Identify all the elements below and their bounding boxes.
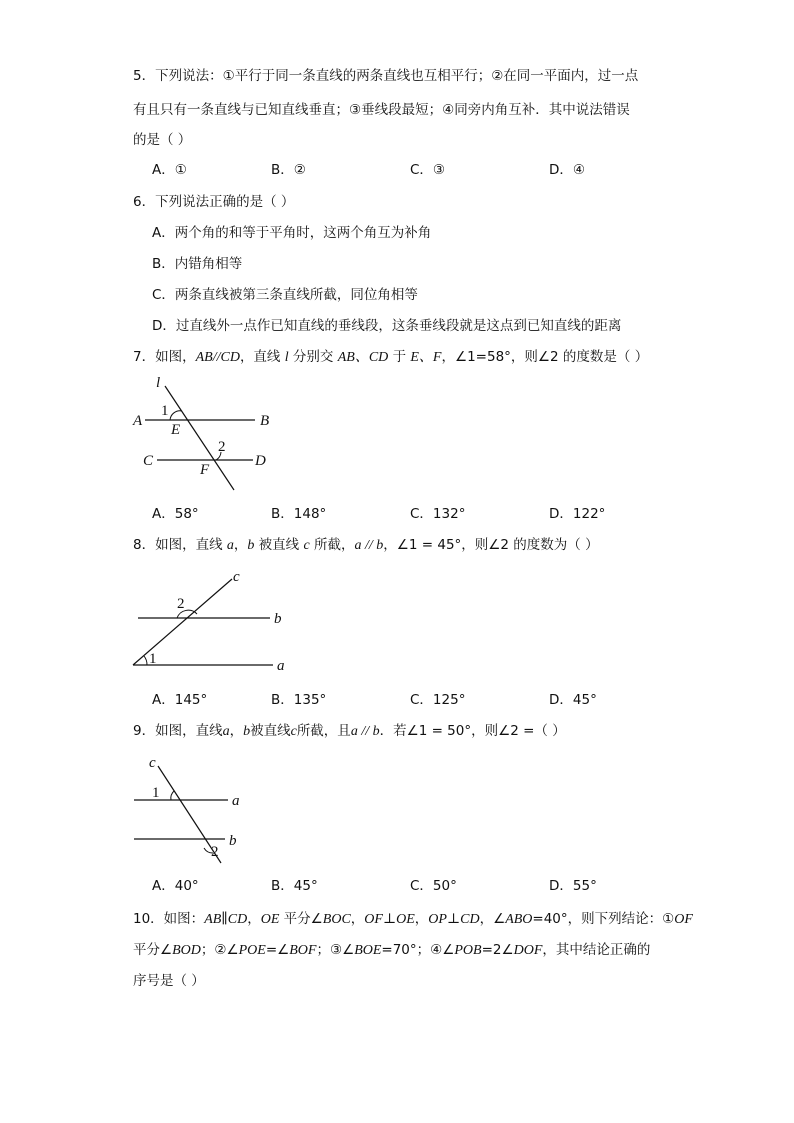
q7-option-b: B．148°	[271, 506, 327, 522]
q6-option-c: C．两条直线被第三条直线所截，同位角相等	[152, 287, 418, 303]
q6-option-a: A．两个角的和等于平角时，这两个角互为补角	[152, 225, 432, 241]
q6-stem: 6．下列说法正确的是（ ）	[133, 194, 295, 210]
q8-label-b: b	[274, 611, 282, 627]
q7-label-d: D	[255, 453, 266, 469]
q7-label-a: A	[133, 413, 143, 429]
q8-stem: 8．如图，直线 a，b 被直线 c 所截，a // b，∠1 = 45°，则∠2 的度数为（ ）	[133, 537, 599, 553]
q7-label-e: E	[171, 422, 181, 438]
q5-option-c: C．③	[410, 162, 446, 178]
q8-option-a: A．145°	[152, 692, 208, 708]
q9-figure	[125, 752, 255, 870]
q7-label-1: 1	[161, 403, 169, 419]
q5-line3: 的是（ ）	[133, 132, 192, 148]
q9-option-a: A．40°	[152, 878, 199, 894]
q8-angle1-arc	[144, 656, 147, 665]
q7-label-c: C	[143, 453, 154, 469]
q5-option-a: A．①	[152, 162, 187, 178]
q8-figure	[125, 566, 295, 678]
q9-stem: 9．如图，直线a，b被直线c所截，且a // b．若∠1 = 50°，则∠2 =（ ）	[133, 723, 566, 739]
q6-option-b: B．内错角相等	[152, 256, 243, 272]
q9-option-b: B．45°	[271, 878, 318, 894]
q7-label-f: F	[200, 462, 210, 478]
q7-label-b: B	[260, 413, 270, 429]
q8-label-a: a	[277, 658, 285, 674]
q9-label-1: 1	[152, 785, 160, 801]
q9-label-a: a	[232, 793, 240, 809]
q7-stem: 7．如图，AB//CD，直线 l 分别交 AB、CD 于 E、F，∠1=58°，则∠2 的度数是（ ）	[133, 349, 649, 365]
q9-label-c: c	[149, 755, 156, 771]
q8-label-1: 1	[149, 651, 157, 667]
q8-option-c: C．125°	[410, 692, 466, 708]
q7-figure	[125, 372, 285, 497]
q7-option-d: D．122°	[549, 506, 606, 522]
q5-line2: 有且只有一条直线与已知直线垂直；③垂线段最短；④同旁内角互补．其中说法错误	[133, 102, 630, 118]
q9-label-2: 2	[211, 844, 219, 860]
q9-label-b: b	[229, 833, 237, 849]
q10-line1: 10．如图：AB∥CD，OE 平分∠BOC，OF⊥OE，OP⊥CD，∠ABO=40°，则下列结论：①OF	[133, 911, 693, 927]
q8-label-c: c	[233, 569, 240, 585]
q7-option-c: C．132°	[410, 506, 466, 522]
q10-line3: 序号是（ ）	[133, 973, 205, 989]
q8-option-d: D．45°	[549, 692, 597, 708]
q9-option-d: D．55°	[549, 878, 597, 894]
q9-option-c: C．50°	[410, 878, 457, 894]
q5-line1: 5．下列说法：①平行于同一条直线的两条直线也互相平行；②在同一平面内，过一点	[133, 68, 639, 84]
q7-label-2: 2	[218, 439, 226, 455]
q5-option-d: D．④	[549, 162, 585, 178]
q8-line-c	[133, 579, 232, 665]
q7-option-a: A．58°	[152, 506, 199, 522]
q7-angle1-arc	[170, 411, 182, 420]
q8-label-2: 2	[177, 596, 185, 612]
q6-option-d: D．过直线外一点作已知直线的垂线段，这条垂线段就是这点到已知直线的距离	[152, 318, 622, 334]
q8-option-b: B．135°	[271, 692, 327, 708]
q10-line2: 平分∠BOD；②∠POE=∠BOF；③∠BOE=70°；④∠POB=2∠DOF，其中结论正确的	[133, 942, 651, 958]
q7-label-l: l	[156, 375, 161, 391]
q9-angle1-arc	[171, 791, 174, 800]
q5-option-b: B．②	[271, 162, 306, 178]
